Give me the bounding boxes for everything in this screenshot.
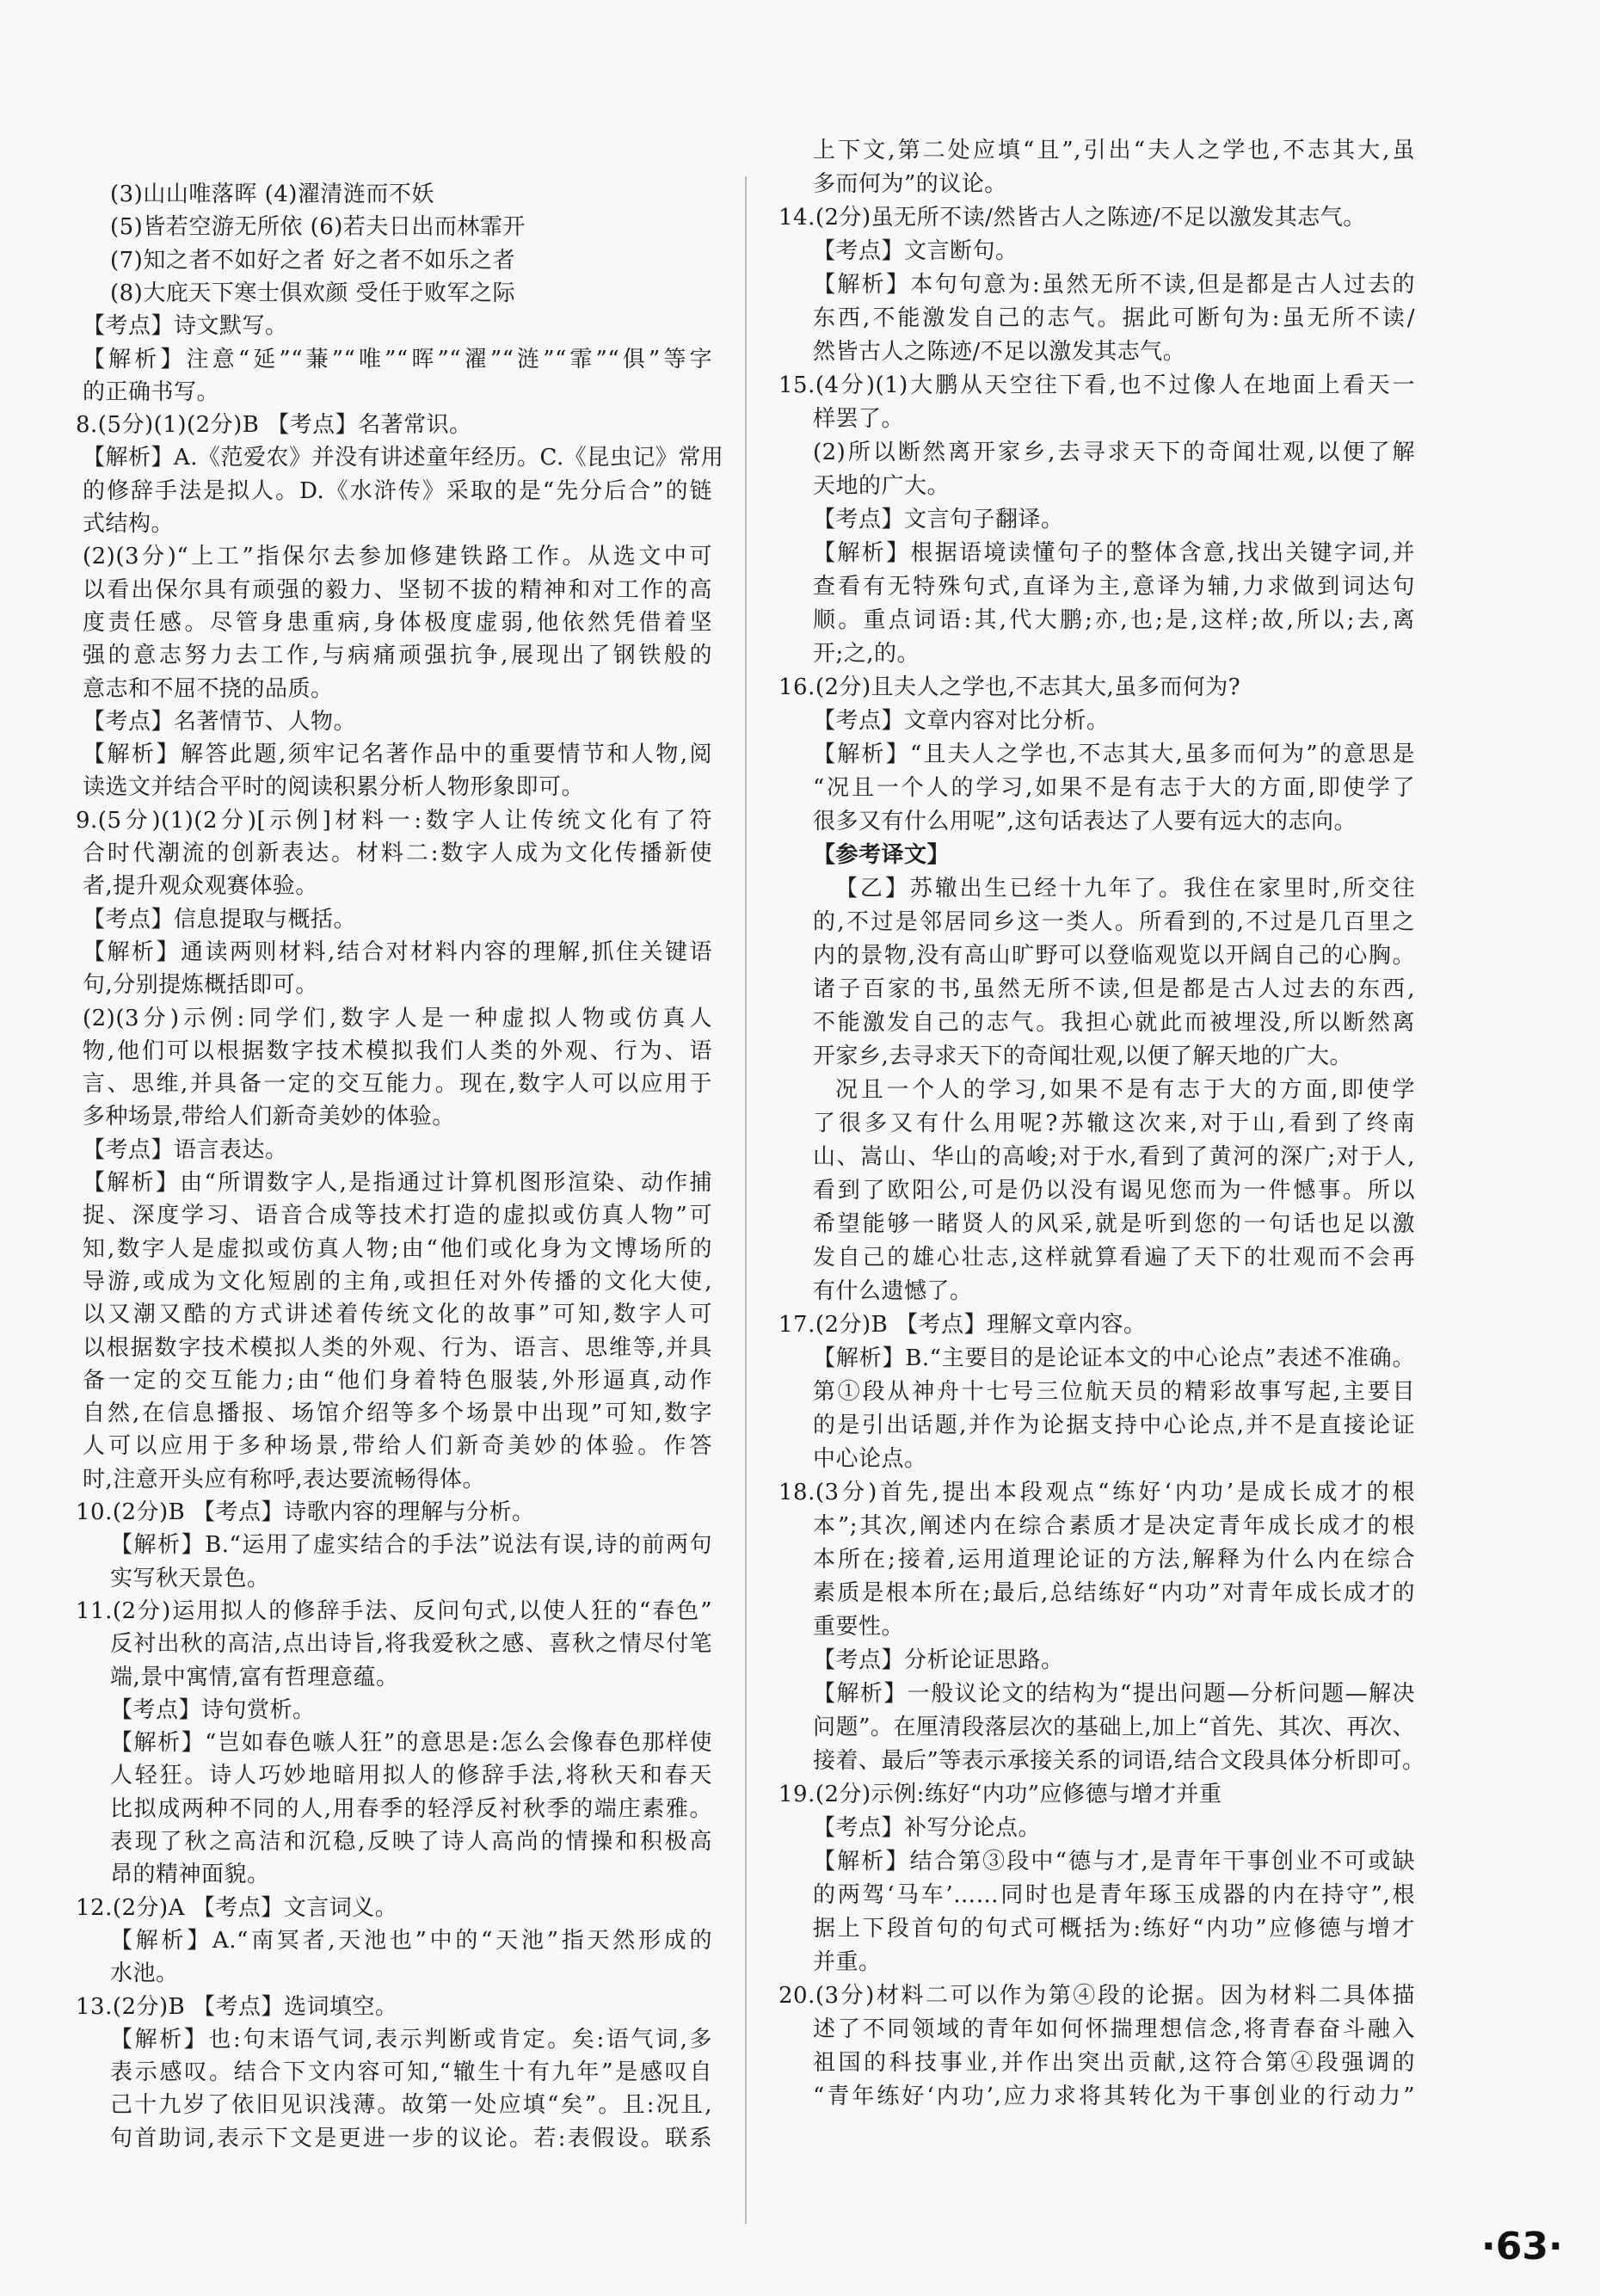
text-line: 【解析】B.“运用了虚实结合的手法”说法有误,诗的前两句	[110, 1532, 712, 1559]
text-line: 20.(3分)材料二可以作为第④段的论据。因为材料二具体描	[778, 1983, 1415, 2009]
text-line: 人可以应用于多种场景,带给人们新奇美妙的体验。作答	[83, 1433, 712, 1460]
text-line: 素质是根本所在;最后,总结练好“内功”对青年成长成才的	[813, 1580, 1415, 1606]
text-line: “青年练好‘内功’,应力求将其转化为干事创业的行动力”	[813, 2084, 1415, 2109]
text-line: (3)山山唯落晖 (4)濯清涟而不妖	[110, 182, 434, 207]
text-line: 14.(2分)虽无所不读/然皆古人之陈迹/不足以激发其志气。	[778, 205, 1366, 231]
text-line: 合时代潮流的创新表达。材料二:数字人成为文化传播新使	[83, 840, 712, 866]
text-line: 况且一个人的学习,如果不是有志于大的方面,即使学	[835, 1077, 1415, 1103]
text-line: 中心论点。	[813, 1446, 927, 1472]
text-line: 【考点】语言表达。	[83, 1136, 288, 1163]
text-line: 18.(3分)首先,提出本段观点“练好‘内功’是成长成才的根	[778, 1480, 1415, 1505]
text-line: 问题”。在厘清段落层次的基础上,加上“首先、其次、再次、	[813, 1714, 1415, 1740]
text-line: 者,提升观众观赛体验。	[83, 873, 318, 900]
text-line: 导游,或成为文化短剧的主角,或担任对外传播的文化大使,	[83, 1268, 712, 1295]
text-line: (8)大庇天下寒士俱欢颜 受任于败军之际	[110, 280, 516, 306]
text-line: 上下文,第二处应填“且”,引出“夫人之学也,不志其大,虽	[813, 138, 1415, 163]
text-line: 顺。重点词语:其,代大鹏;亦,也;是,这样;故,所以;去,离	[813, 607, 1415, 633]
text-line: 19.(2分)示例:练好“内功”应修德与增才并重	[778, 1782, 1222, 1807]
text-line: 【考点】文章内容对比分析。	[813, 708, 1110, 734]
text-line: 【解析】A.《范爱农》并没有讲述童年经历。C.《昆虫记》常用	[83, 445, 724, 471]
text-line: 备一定的交互能力;由“他们身着特色服装,外形逼真,动作	[83, 1367, 712, 1394]
text-line: 【考点】文言断句。	[813, 238, 1018, 264]
text-line: 8.(5分)(1)(2分)B 【考点】名著常识。	[76, 412, 472, 439]
text-line: 内的景物,没有高山旷野可以登临观览以开阔自己的心胸。	[813, 943, 1415, 969]
text-line: 开家乡,去寻求天下的奇闻壮观,以便了解天地的广大。	[813, 1043, 1353, 1069]
text-line: 然皆古人之陈迹/不足以激发其志气。	[813, 339, 1186, 365]
text-line: 以看出保尔具有顽强的毅力、坚韧不拔的精神和对工作的高	[83, 576, 712, 603]
text-line: 【考点】补写分论点。	[813, 1815, 1042, 1841]
text-line: 第①段从神舟十七号三位航天员的精彩故事写起,主要目	[813, 1379, 1415, 1405]
text-line: 表示感叹。结合下文内容可知,“辙生十有九年”是感叹自	[110, 2059, 712, 2086]
text-line: 水池。	[110, 1961, 179, 1987]
text-line: 言、思维,并具备一定的交互能力。现在,数字人可以应用于	[83, 1071, 712, 1098]
text-line: 【解析】A.“南冥者,天池也”中的“天池”指天然形成的	[110, 1927, 712, 1954]
text-line: 祖国的科技事业,并作出突出贡献,这符合第④段强调的	[813, 2050, 1415, 2076]
text-line: 【乙】苏辙出生已经十九年了。我住在家里时,所交往	[835, 876, 1415, 902]
text-line: 12.(2分)A 【考点】文言词义。	[76, 1894, 398, 1921]
text-line: 捉、深度学习、语音合成等技术打造的虚拟或仿真人物”可	[83, 1203, 712, 1229]
text-line: 10.(2分)B 【考点】诗歌内容的理解与分析。	[76, 1499, 535, 1525]
text-line: 诸子百家的书,虽然无所不读,但是都是古人过去的东西,	[813, 976, 1415, 1002]
text-line: 【解析】通读两则材料,结合对材料内容的理解,抓住关键语	[83, 939, 712, 965]
text-line: 人轻狂。诗人巧妙地暗用拟人的修辞手法,将秋天和春天	[110, 1763, 712, 1789]
text-line: 接着、最后”等表示承接关系的词语,结合文段具体分析即可。	[813, 1748, 1425, 1774]
text-line: 【考点】诗句赏析。	[110, 1696, 316, 1723]
text-line: 天地的广大。	[813, 473, 951, 499]
text-line: (5)皆若空游无所依 (6)若夫日出而林霏开	[110, 214, 526, 241]
text-line: 反衬出秋的高洁,点出诗旨,将我爱秋之感、喜秋之情尽付笔	[110, 1631, 712, 1658]
text-line: 实写秋天景色。	[110, 1565, 270, 1591]
text-line: 己十九岁了依旧见识浅薄。故第一处应填“矣”。且:况且,	[110, 2092, 712, 2119]
text-line: 很多又有什么用呢”,这句话表达了人要有远大的志向。	[813, 809, 1357, 834]
text-line: 昂的精神面貌。	[110, 1862, 270, 1888]
text-line: 不能激发自己的志气。我担心就此而被埋没,所以断然离	[813, 1010, 1415, 1036]
text-line: 【参考译文】	[813, 842, 951, 868]
text-line: 读选文并结合平时的阅读积累分析人物形象即可。	[83, 774, 585, 801]
text-line: 并重。	[813, 1949, 882, 1975]
text-line: 以又潮又酷的方式讲述着传统文化的故事”可知,数字人可	[83, 1302, 712, 1328]
text-line: 句,分别提炼概括即可。	[83, 972, 318, 999]
text-line: 时,注意开头应有称呼,表达要流畅得体。	[83, 1466, 486, 1493]
text-line: 【解析】结合第③段中“德与才,是青年干事创业不可或缺	[813, 1849, 1415, 1874]
text-line: 发自己的雄心壮志,这样就算看遍了天下的壮观而不会再	[813, 1245, 1415, 1271]
text-line: 知,数字人是虚拟或仿真人物;由“他们或化身为文博场所的	[83, 1235, 712, 1262]
text-line: (2)所以断然离开家乡,去寻求天下的奇闻壮观,以便了解	[813, 440, 1415, 465]
text-line: 17.(2分)B 【考点】理解文章内容。	[778, 1312, 1147, 1338]
text-line: (7)知之者不如好之者 好之者不如乐之者	[110, 247, 516, 274]
text-line: 【考点】信息提取与概括。	[83, 906, 357, 933]
text-line: 看到了欧阳公,可是仍以没有谒见您而为一件憾事。所以	[813, 1178, 1415, 1203]
text-line: 意志和不屈不挠的品质。	[83, 675, 334, 702]
text-line: 东西,不能激发自己的志气。据此可断句为:虽无所不读/	[813, 305, 1415, 331]
text-line: 【考点】分析论证思路。	[813, 1647, 1064, 1673]
text-line: 查看有无特殊句式,直译为主,意译为辅,力求做到词达句	[813, 574, 1415, 600]
text-line: 【解析】一般议论文的结构为“提出问题—分析问题—解决	[813, 1681, 1415, 1707]
text-line: 式结构。	[83, 511, 175, 537]
text-line: 强的意志努力去工作,与病痛顽强抗争,展现出了钢铁般的	[83, 643, 712, 669]
text-line: 【考点】诗文默写。	[83, 313, 288, 340]
text-line: 重要性。	[813, 1614, 905, 1640]
text-line: 本所在;接着,运用道理论证的方法,解释为什么内在综合	[813, 1547, 1415, 1573]
text-line: 的是引出话题,并作为论据支持中心论点,并不是直接论证	[813, 1413, 1415, 1438]
text-line: 本”;其次,阐述内在综合素质才是决定青年成长成才的根	[813, 1513, 1415, 1539]
text-line: 的,不过是邻居同乡这一类人。所看到的,不过是几百里之	[813, 909, 1415, 935]
text-line: 11.(2分)运用拟人的修辞手法、反问句式,以使人狂的“春色”	[76, 1597, 712, 1624]
text-line: 开;之,的。	[813, 641, 920, 667]
text-line: 比拟成两种不同的人,用春季的轻浮反衬秋季的端庄素雅。	[110, 1795, 712, 1822]
text-line: 【解析】注意“延”“蒹”“唯”“晖”“濯”“涟”“霏”“俱”等字	[83, 346, 712, 372]
text-line: “况且一个人的学习,如果不是有志于大的方面,即使学了	[813, 775, 1415, 801]
text-line: 9.(5分)(1)(2分)[示例]材料一:数字人让传统文化有了符	[76, 807, 712, 834]
text-line: 【解析】“岂如春色嗾人狂”的意思是:怎么会像春色那样使	[110, 1730, 712, 1757]
text-line: 的两驾‘马车’……同时也是青年琢玉成器的内在持守”,根	[813, 1882, 1415, 1908]
text-line: 15.(4分)(1)大鹏从天空往下看,也不过像人在地面上看天一	[778, 372, 1415, 398]
text-line: 希望能够一睹贤人的风采,就是听到您的一句话也足以激	[813, 1211, 1415, 1237]
text-line: 物,他们可以根据数字技术模拟我们人类的外观、行为、语	[83, 1037, 712, 1064]
text-line: 样罢了。	[813, 406, 905, 432]
text-line: 有什么遗憾了。	[813, 1278, 973, 1304]
text-line: 度责任感。尽管身患重病,身体极度虚弱,他依然凭借着坚	[83, 609, 712, 636]
text-line: (2)(3分)“上工”指保尔去参加修建铁路工作。从选文中可	[83, 544, 712, 570]
text-line: 据上下段首句的句式可概括为:练好“内功”应修德与增才	[813, 1916, 1415, 1942]
text-line: 【解析】本句句意为:虽然无所不读,但是都是古人过去的	[813, 272, 1415, 298]
text-line: 自然,在信息播报、场馆介绍等多个场景中出现”可知,数字	[83, 1400, 712, 1427]
text-line: 【解析】B.“主要目的是论证本文的中心论点”表述不准确。	[813, 1345, 1415, 1371]
text-line: 山、嵩山、华山的高峻;对于水,看到了黄河的深广;对于人,	[813, 1144, 1415, 1170]
text-line: 句首助词,表示下文是更进一步的议论。若:表假设。联系	[110, 2125, 712, 2151]
text-line: 【解析】由“所谓数字人,是指通过计算机图形渲染、动作捕	[83, 1170, 712, 1196]
text-line: 以根据数字技术模拟人类的外观、行为、语言、思维等,并具	[83, 1334, 712, 1361]
page-number: ·63·	[1481, 2225, 1563, 2268]
text-line: 13.(2分)B 【考点】选词填空。	[76, 1993, 398, 2020]
text-line: 述了不同领域的青年如何怀揣理想信念,将青春奋斗融入	[813, 2016, 1415, 2042]
text-line: (2)(3分)示例:同学们,数字人是一种虚拟人物或仿真人	[83, 1005, 712, 1031]
text-line: 了很多又有什么用呢?苏辙这次来,对于山,看到了终南	[813, 1111, 1415, 1136]
text-line: 多种场景,带给人们新奇美妙的体验。	[83, 1104, 455, 1130]
text-line: 16.(2分)且夫人之学也,不志其大,虽多而何为?	[778, 674, 1241, 700]
text-line: 多而何为”的议论。	[813, 171, 1007, 197]
text-line: 【解析】解答此题,须牢记名著作品中的重要情节和人物,阅	[83, 742, 712, 768]
text-line: 的修辞手法是拟人。D.《水浒传》采取的是“先分后合”的链	[83, 477, 712, 504]
text-line: 【解析】“且夫人之学也,不志其大,虽多而何为”的意思是	[813, 742, 1415, 767]
text-line: 表现了秋之高洁和沉稳,反映了诗人高尚的情操和积极高	[110, 1829, 712, 1855]
text-line: 端,景中寓情,富有哲理意蕴。	[110, 1664, 399, 1690]
text-line: 【解析】根据语境读懂句子的整体含意,找出关键字词,并	[813, 540, 1415, 566]
text-line: 【考点】名著情节、人物。	[83, 708, 357, 735]
text-line: 的正确书写。	[83, 379, 220, 405]
text-line: 【考点】文言句子翻译。	[813, 507, 1064, 532]
column-divider	[745, 176, 747, 2224]
text-line: 【解析】也:句末语气词,表示判断或肯定。矣:语气词,多	[110, 2026, 712, 2053]
